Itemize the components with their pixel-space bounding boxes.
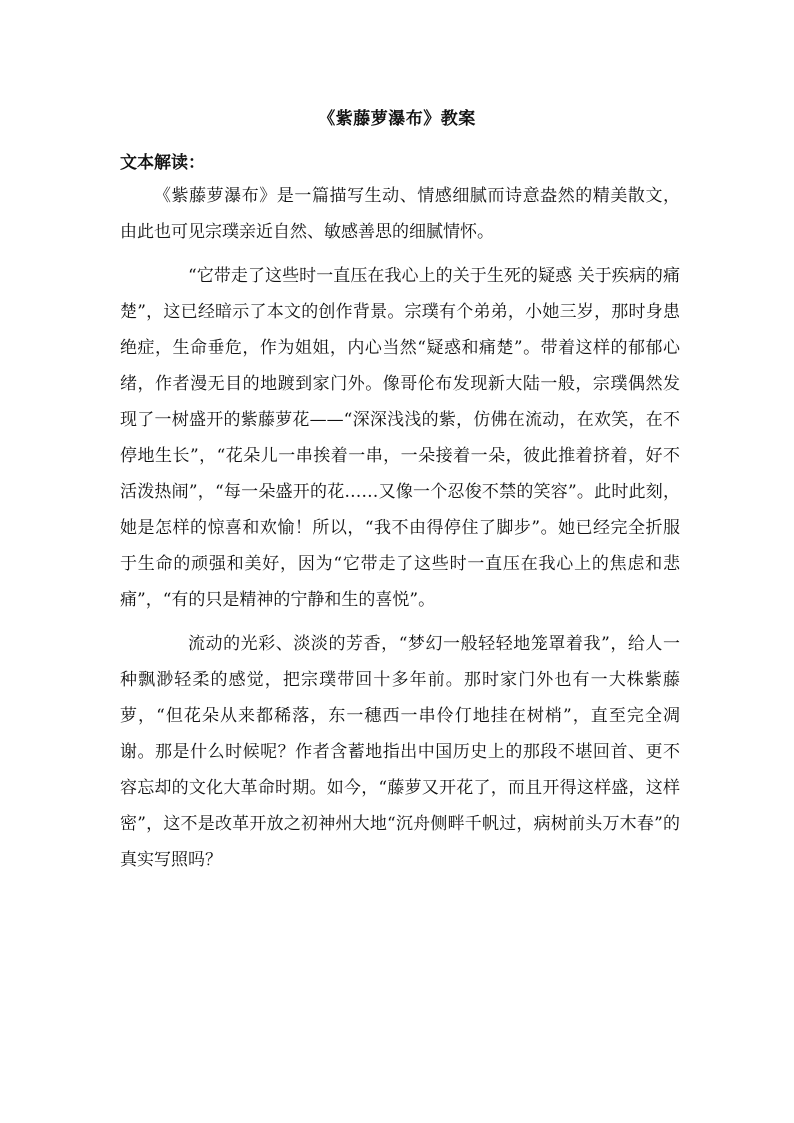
paragraph-background: “它带走了这些时一直压在我心上的关于生死的疑惑 关于疾病的痛楚”，这已经暗示了本文的创作背景。宗璞有个弟弟，小她三岁，那时身患绝症，生命垂危，作为姐姐，内心当然“疑惑和痛楚”。带着这样的郁郁心绪，作者漫无目的地踱到家门外。像哥伦布发现新大陆一般，宗璞偶然发现了一树盛开的紫藤萝花——“深深浅浅的紫，仿佛在流动，在欢笑，在不停地生长”，“花朵儿一串挨着一串，一朵接着一朵，彼此推着挤着，好不活泼热闹”，“每一朵盛开的花……又像一个忍俊不禁的笑容”。此时此刻，她是怎样的惊喜和欢愉！所以，“我不由得停住了脚步”。她已经完全折服于生命的顽强和美好，因为“它带走了这些时一直压在我心上的焦虑和悲痛”，“有的只是精神的宁静和生的喜悦”。 [120,266,680,610]
document-body [120,178,680,878]
paragraph-memory: 流动的光彩、淡淡的芳香，“梦幻一般轻轻地笼罩着我”，给人一种飘渺轻柔的感觉，把宗璞带回十多年前。那时家门外也有一大株紫藤萝，“但花朵从来都稀落，东一穗西一串伶仃地挂在树梢”，直至完全凋谢。那是什么时候呢？作者含蓄地指出中国历史上的那段不堪回首、更不容忘却的文化大革命时期。如今，“藤萝又开花了，而且开得这样盛，这样密”，这不是改革开放之初神州大地“沉舟侧畔千帆过，病树前头万木春”的真实写照吗？ [120,634,680,870]
paragraph-intro: 《紫藤萝瀑布》是一篇描写生动、情感细腻而诗意盎然的精美散文，由此也可见宗璞亲近自然、敏感善思的细腻情怀。 [120,186,680,242]
document-title: 《紫藤萝瀑布》教案 [318,109,476,129]
section-heading: 文本解读： [120,153,205,173]
